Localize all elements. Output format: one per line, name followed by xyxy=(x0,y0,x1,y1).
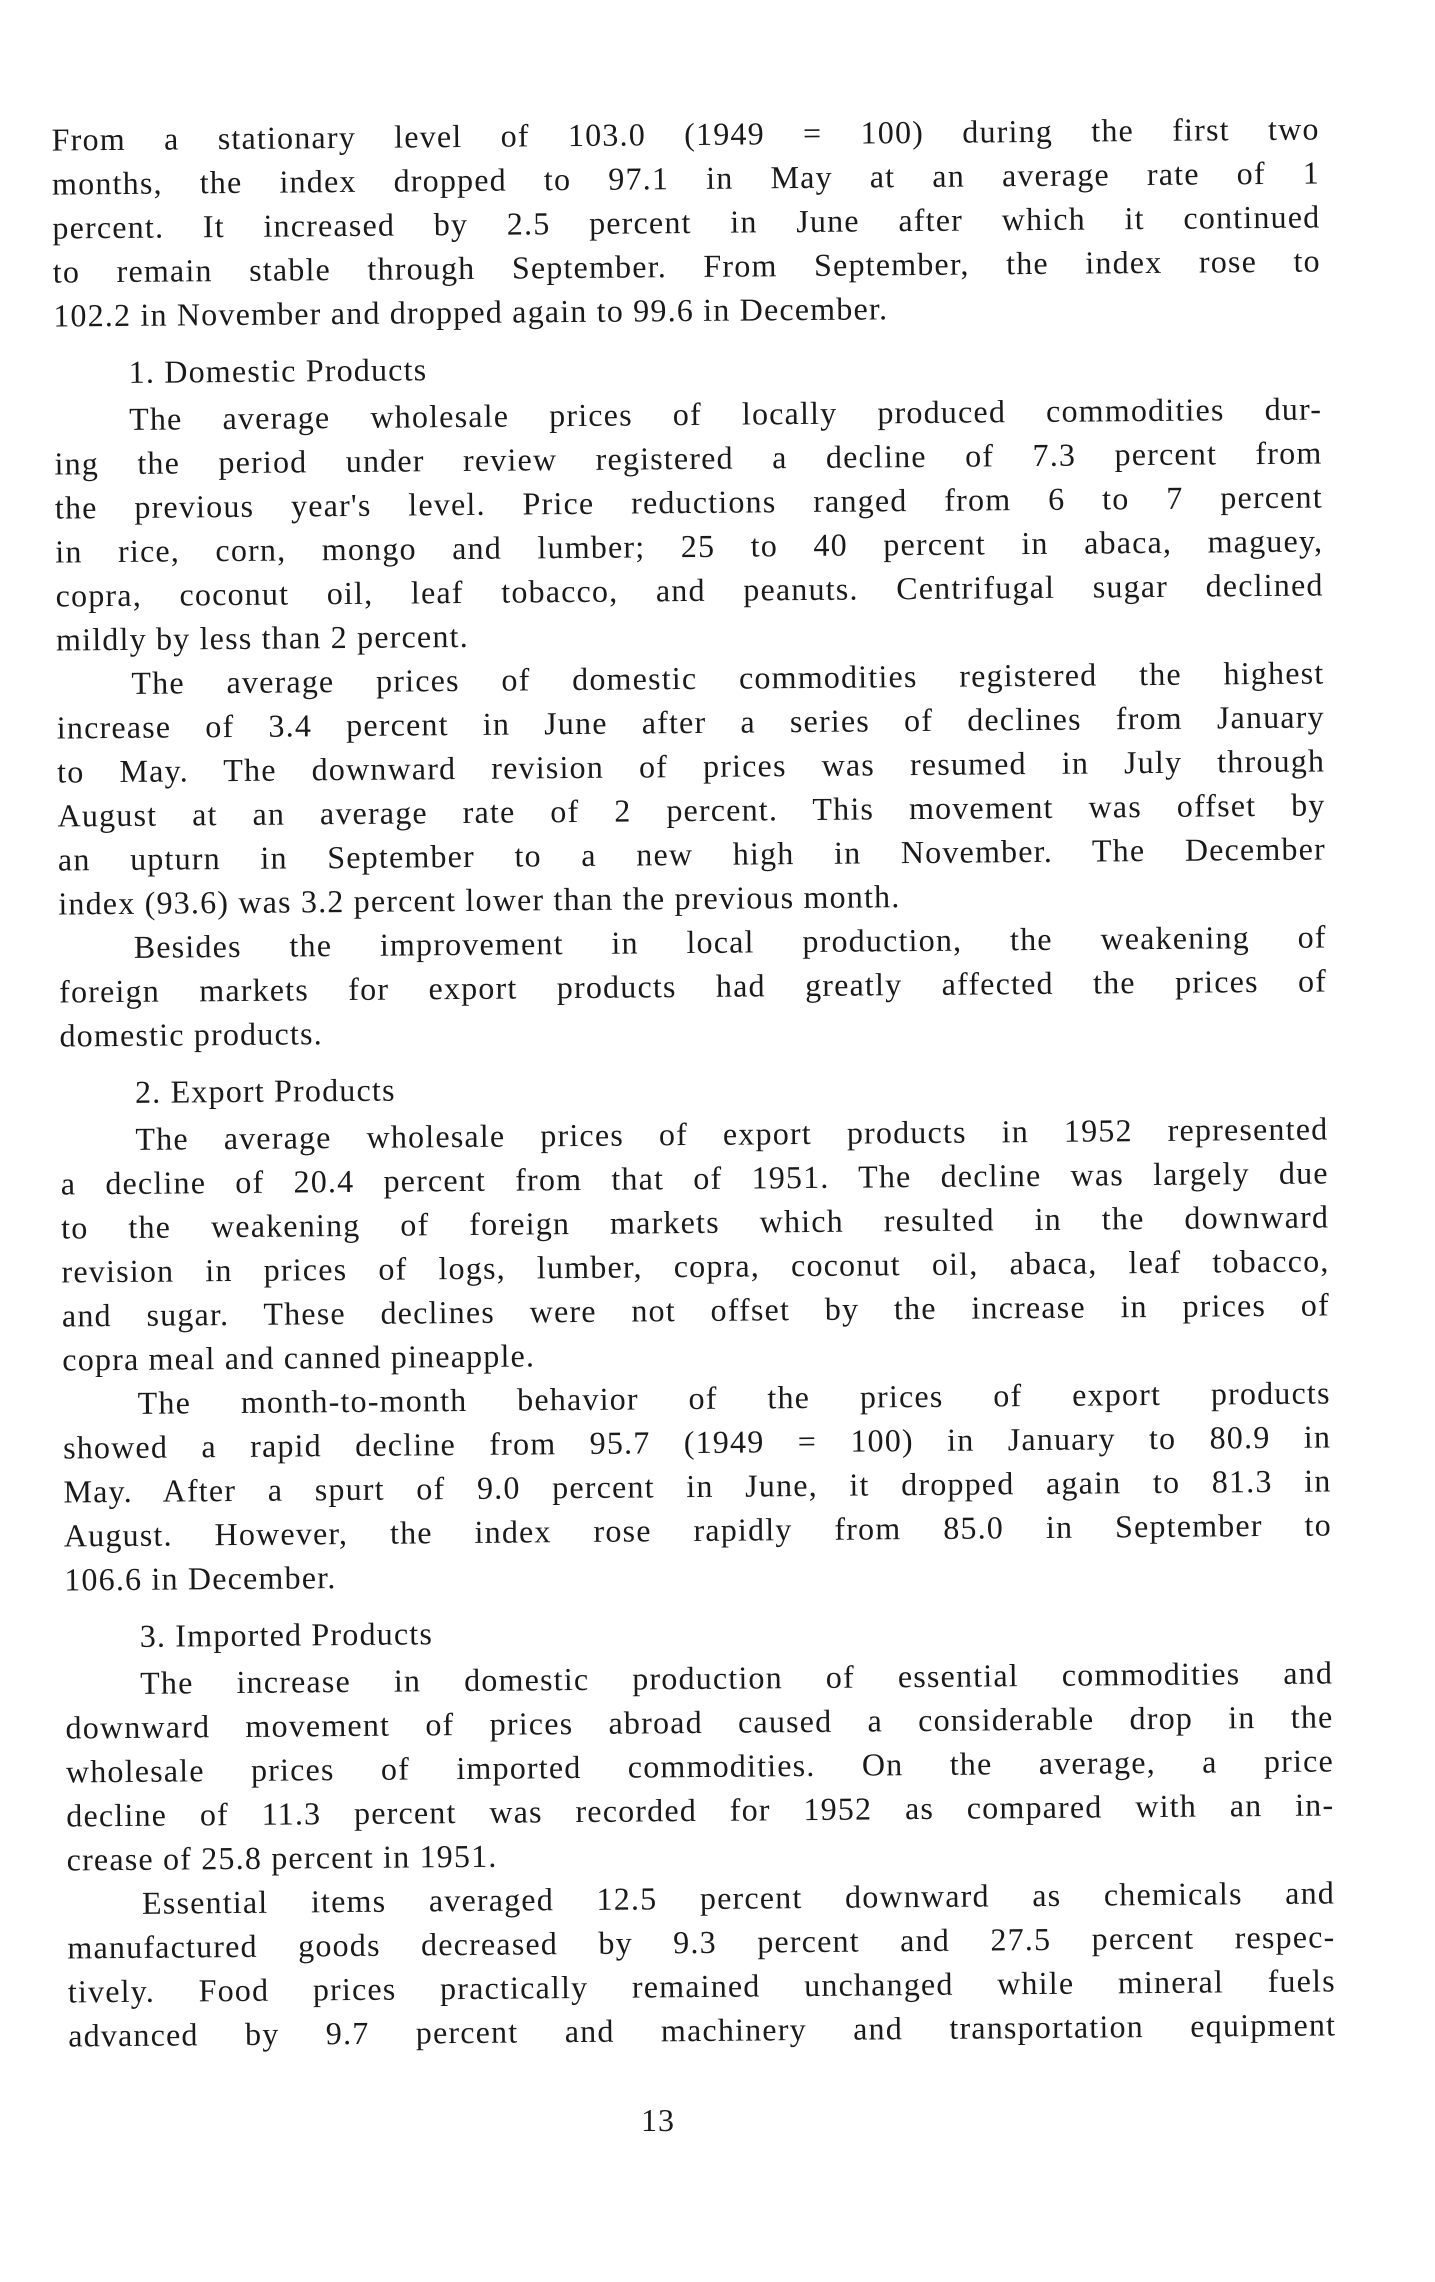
text-line: showed a rapid decline from 95.7 (1949 = 100) in January to 80.9 in xyxy=(62,1418,1332,1466)
text-line: tively. Food prices practically remained unchanged while mineral fuels xyxy=(67,1962,1336,2010)
text-line: and sugar. These declines were not offset by the increase in prices of xyxy=(61,1286,1331,1334)
text-line: to the weakening of foreign markets which resulted in the downward xyxy=(61,1198,1330,1246)
text-line: ing the period under review registered a decline of 7.3 percent from xyxy=(54,434,1323,482)
paragraph xyxy=(67,1870,1336,2057)
text-line: to May. The downward revision of prices was resumed in July through xyxy=(57,742,1326,790)
section-domestic-products xyxy=(54,339,1328,1057)
text-line: increase of 3.4 percent in June after a series of declines from January xyxy=(56,698,1325,746)
text-line: months, the index dropped to 97.1 in May at an average rate of 1 xyxy=(51,154,1321,202)
text-line: August at an average rate of 2 percent. This movement was offset by xyxy=(57,786,1326,834)
page-number: 13 xyxy=(641,2102,675,2138)
text-line: downward movement of prices abroad caused a considerable drop in the xyxy=(65,1698,1334,1746)
text-line: percent. It increased by 2.5 percent in June after which it continued xyxy=(52,198,1321,246)
text-line: the previous year's level. Price reductions ranged from 6 to 7 percent xyxy=(54,478,1324,526)
section-export-products xyxy=(60,1059,1333,1601)
text-line: From a stationary level of 103.0 (1949 = 100) during the first two xyxy=(51,110,1320,158)
text-line: Besides the improvement in local production, the weakening of xyxy=(133,918,1327,965)
text-line: domestic products. xyxy=(59,1015,323,1054)
text-line: The average prices of domestic commodities registered the highest xyxy=(131,654,1325,701)
text-line: manufactured goods decreased by 9.3 percent and 27.5 percent respec- xyxy=(67,1918,1336,1966)
text-line: August. However, the index rose rapidly from 85.0 in September to xyxy=(63,1506,1332,1554)
text-line: an upturn in September to a new high in November. The December xyxy=(57,830,1327,878)
text-line: to remain stable through September. From September, the index rose to xyxy=(52,242,1321,290)
paragraph xyxy=(59,914,1328,1057)
section-imported-products xyxy=(65,1603,1337,2057)
text-line: index (93.6) was 3.2 percent lower than the previous month. xyxy=(58,878,901,922)
intro-paragraph xyxy=(51,107,1321,338)
text-line: The average wholesale prices of locally produced commodities dur- xyxy=(128,390,1323,437)
text-line: revision in prices of logs, lumber, copra, coconut oil, abaca, leaf tobacco, xyxy=(61,1242,1330,1290)
text-line: wholesale prices of imported commodities. On the average, a price xyxy=(65,1742,1335,1790)
text-line: a decline of 20.4 percent from that of 1951. The decline was largely due xyxy=(60,1154,1329,1202)
paragraph xyxy=(65,1650,1335,1881)
section-heading: 2. Export Products xyxy=(134,1071,396,1110)
text-line: advanced by 9.7 percent and machinery and transportation equipment xyxy=(68,2006,1337,2054)
text-line: 102.2 in November and dropped again to 99.6 in December. xyxy=(53,290,889,334)
text-line: foreign markets for export products had greatly affected the prices of xyxy=(58,962,1328,1010)
text-line: decline of 11.3 percent was recorded for 1952 as compared with an in- xyxy=(66,1786,1335,1834)
text-line: The increase in domestic production of essential commodities and xyxy=(139,1654,1334,1701)
paragraph xyxy=(54,386,1324,661)
text-line: The month-to-month behavior of the prices of export products xyxy=(137,1374,1331,1421)
text-line: copra, coconut oil, leaf tobacco, and peanuts. Centrifugal sugar declined xyxy=(55,566,1324,614)
section-heading: 3. Imported Products xyxy=(139,1615,434,1654)
text-line: The average wholesale prices of export products in 1952 represented xyxy=(135,1110,1329,1157)
paragraph xyxy=(63,1370,1333,1601)
text-line: 106.6 in December. xyxy=(64,1559,337,1598)
section-heading: 1. Domestic Products xyxy=(128,351,428,390)
text-line: crease of 25.8 percent in 1951. xyxy=(66,1837,498,1878)
text-line: copra meal and canned pineapple. xyxy=(62,1337,536,1378)
text-line: May. After a spurt of 9.0 percent in June, it dropped again to 81.3 in xyxy=(63,1462,1332,1510)
paragraph xyxy=(56,650,1326,925)
body-text xyxy=(51,107,1336,2058)
paragraph xyxy=(60,1106,1330,1381)
text-line: Essential items averaged 12.5 percent downward as chemicals and xyxy=(141,1874,1336,1921)
text-line: in rice, corn, mongo and lumber; 25 to 40 percent in abaca, maguey, xyxy=(55,522,1324,570)
text-line: mildly by less than 2 percent. xyxy=(55,617,469,658)
